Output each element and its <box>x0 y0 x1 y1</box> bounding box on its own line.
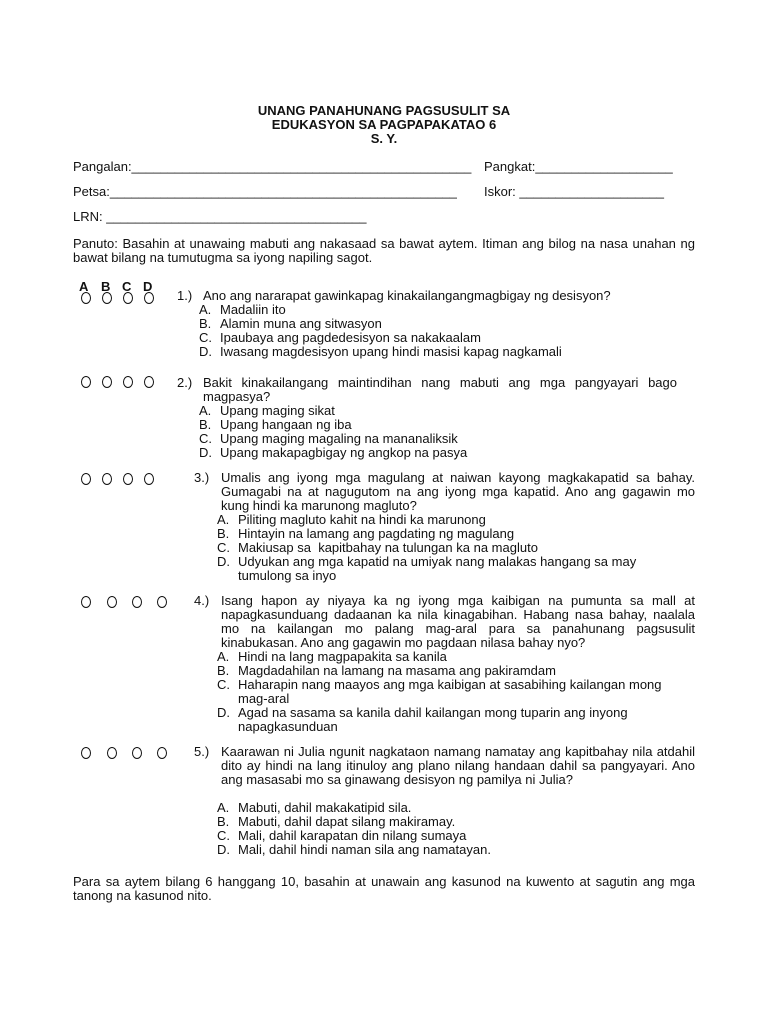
option-text: Mabuti, dahil dapat silang makiramay. <box>238 814 456 829</box>
answer-bubble-q2-a[interactable] <box>81 376 91 388</box>
answer-letter-d: D <box>143 279 153 294</box>
question-number: 1.) <box>177 288 193 303</box>
option-d <box>217 555 677 583</box>
answer-bubble-q4-c[interactable] <box>132 596 142 608</box>
question-number: 3.) <box>194 470 210 485</box>
name-field[interactable]: Pangalan:_______________________________________________ <box>73 159 472 174</box>
option-text: Agad na sasama sa kanila dahil kailangan mong tuparin ang inyong napagkasunduan <box>238 705 628 734</box>
answer-bubble-q4-a[interactable] <box>81 596 91 608</box>
question-number: 2.) <box>177 375 193 390</box>
option-letter: C. <box>217 540 230 555</box>
option-letter: D. <box>217 705 230 720</box>
option-text: Hindi na lang magpapakita sa kanila <box>238 649 447 664</box>
question-text: Kaarawan ni Julia ngunit nagkataon namang namatay ang kapitbahay nila atdahil dito ay hindi na lang itinuloy ang plano nilang handaan dahil sa pangyayari. Ano ang masasabi mo sa ginawang desisyon ng pamilya ni Julia? <box>221 744 695 787</box>
option-text: Iwasang magdesisyon upang hindi masisi kapag nagkamali <box>220 344 562 359</box>
option-text: Ipaubaya ang pagdedesisyon sa nakakaalam <box>220 330 481 345</box>
option-text: Magdadahilan na lamang na masama ang pakiramdam <box>238 663 556 678</box>
answer-bubble-q1-a[interactable] <box>81 292 91 304</box>
option-text: Upang maging magaling na mananaliksik <box>220 431 458 446</box>
answer-bubble-q4-b[interactable] <box>107 596 117 608</box>
answer-bubble-q2-d[interactable] <box>144 376 154 388</box>
exam-title-line-3: S. Y. <box>370 131 398 146</box>
exam-title-line-1: UNANG PANAHUNANG PAGSUSULIT SA <box>257 103 511 118</box>
answer-letter-a: A <box>79 279 89 294</box>
option-text: Piliting magluto kahit na hindi ka marunong <box>238 512 486 527</box>
option-text: Haharapin nang maayos ang mga kaibigan at sasabihing kailangan mong mag-aral <box>238 677 662 706</box>
option-letter: C. <box>217 828 230 843</box>
option-letter: A. <box>217 649 230 664</box>
option-letter: D. <box>217 554 230 569</box>
question-text <box>203 376 677 404</box>
option-c <box>217 678 692 706</box>
option-text: Mali, dahil hindi naman sila ang namatayan. <box>238 842 491 857</box>
answer-bubble-q1-d[interactable] <box>144 292 154 304</box>
option-letter: B. <box>217 663 230 678</box>
answer-bubble-q5-b[interactable] <box>107 747 117 759</box>
closing-instructions: Para sa aytem bilang 6 hanggang 10, basahin at unawain ang kasunod na kuwento at sagutin ang mga tanong na kasunod nito. <box>73 874 695 903</box>
option-text: Madaliin ito <box>220 302 286 317</box>
option-letter: A. <box>199 302 212 317</box>
option-letter: B. <box>199 316 212 331</box>
answer-bubble-q3-d[interactable] <box>144 473 154 485</box>
option-d <box>217 706 692 734</box>
answer-bubble-q1-b[interactable] <box>102 292 112 304</box>
option-letter: C. <box>199 330 212 345</box>
option-text: Upang maging sikat <box>220 403 335 418</box>
option-letter: D. <box>199 344 212 359</box>
answer-letter-c: C <box>122 279 132 294</box>
answer-bubble-q2-c[interactable] <box>123 376 133 388</box>
option-text: Alamin muna ang sitwasyon <box>220 316 382 331</box>
question-text: Umalis ang iyong mga magulang at naiwan kayong magkakapatid sa bahay. Gumagabi na at nagugutom na ang iyong mga kapatid. Ano ang gagawin mo kung hindi ka marunong magluto? <box>221 470 695 513</box>
option-letter: B. <box>217 526 230 541</box>
question-text-line: Bakit kinakailangang maintindihan nang mabuti ang mga pangyayari bago magpasya? <box>203 375 677 404</box>
option-letter: C. <box>199 431 212 446</box>
question-text: Isang hapon ay niyaya ka ng iyong mga kaibigan na pumunta sa mall at napagkasunduang dadaanan ka nila kinagabihan. Habang nasa bahay, naalala mo na kailangan mo palang mag-aral para sa panahunang pagsusulit kinabukasan. Ano ang gagawin mo pagdaan nilasa bahay nyo? <box>221 593 695 650</box>
lrn-field[interactable]: LRN: ____________________________________ <box>73 209 367 224</box>
answer-bubble-q5-c[interactable] <box>132 747 142 759</box>
option-text: Hintayin na lamang ang pagdating ng magulang <box>238 526 515 541</box>
question-number: 4.) <box>194 593 210 608</box>
answer-bubble-q5-a[interactable] <box>81 747 91 759</box>
section-field[interactable]: Pangkat:___________________ <box>484 159 673 174</box>
question-number: 5.) <box>194 744 210 759</box>
option-letter: B. <box>199 417 212 432</box>
option-letter: D. <box>217 842 230 857</box>
date-field[interactable]: Petsa:________________________________________________ <box>73 184 457 199</box>
option-text: Upang makapagbigay ng angkop na pasya <box>220 445 468 460</box>
option-letter: D. <box>199 445 212 460</box>
answer-bubble-q4-d[interactable] <box>157 596 167 608</box>
instructions: Panuto: Basahin at unawaing mabuti ang nakasaad sa bawat aytem. Itiman ang bilog na nasa unahan ng bawat bilang na tumutugma sa iyong napiling sagot. <box>73 236 695 265</box>
answer-bubble-q5-d[interactable] <box>157 747 167 759</box>
option-letter: C. <box>217 677 230 692</box>
option-text: Mabuti, dahil makakatipid sila. <box>238 800 412 815</box>
exam-title-line-2: EDUKASYON SA PAGPAPAKATAO 6 <box>271 117 497 132</box>
answer-bubble-q1-c[interactable] <box>123 292 133 304</box>
option-letter: A. <box>217 512 230 527</box>
answer-bubble-q2-b[interactable] <box>102 376 112 388</box>
option-text: Udyukan ang mga kapatid na umiyak nang malakas hangang sa may tumulong sa inyo <box>238 554 637 583</box>
option-text: Mali, dahil karapatan din nilang sumaya <box>238 828 467 843</box>
option-letter: A. <box>199 403 212 418</box>
option-text: Makiusap sa kapitbahay na tulungan ka na magluto <box>238 540 538 555</box>
option-letter: B. <box>217 814 230 829</box>
question-text: Ano ang nararapat gawinkapag kinakailangangmagbigay ng desisyon? <box>203 288 611 303</box>
answer-bubble-q3-b[interactable] <box>102 473 112 485</box>
score-field[interactable]: Iskor: ____________________ <box>484 184 664 199</box>
answer-letter-b: B <box>101 279 111 294</box>
answer-bubble-q3-c[interactable] <box>123 473 133 485</box>
answer-bubble-q3-a[interactable] <box>81 473 91 485</box>
option-letter: A. <box>217 800 230 815</box>
option-text: Upang hangaan ng iba <box>220 417 352 432</box>
